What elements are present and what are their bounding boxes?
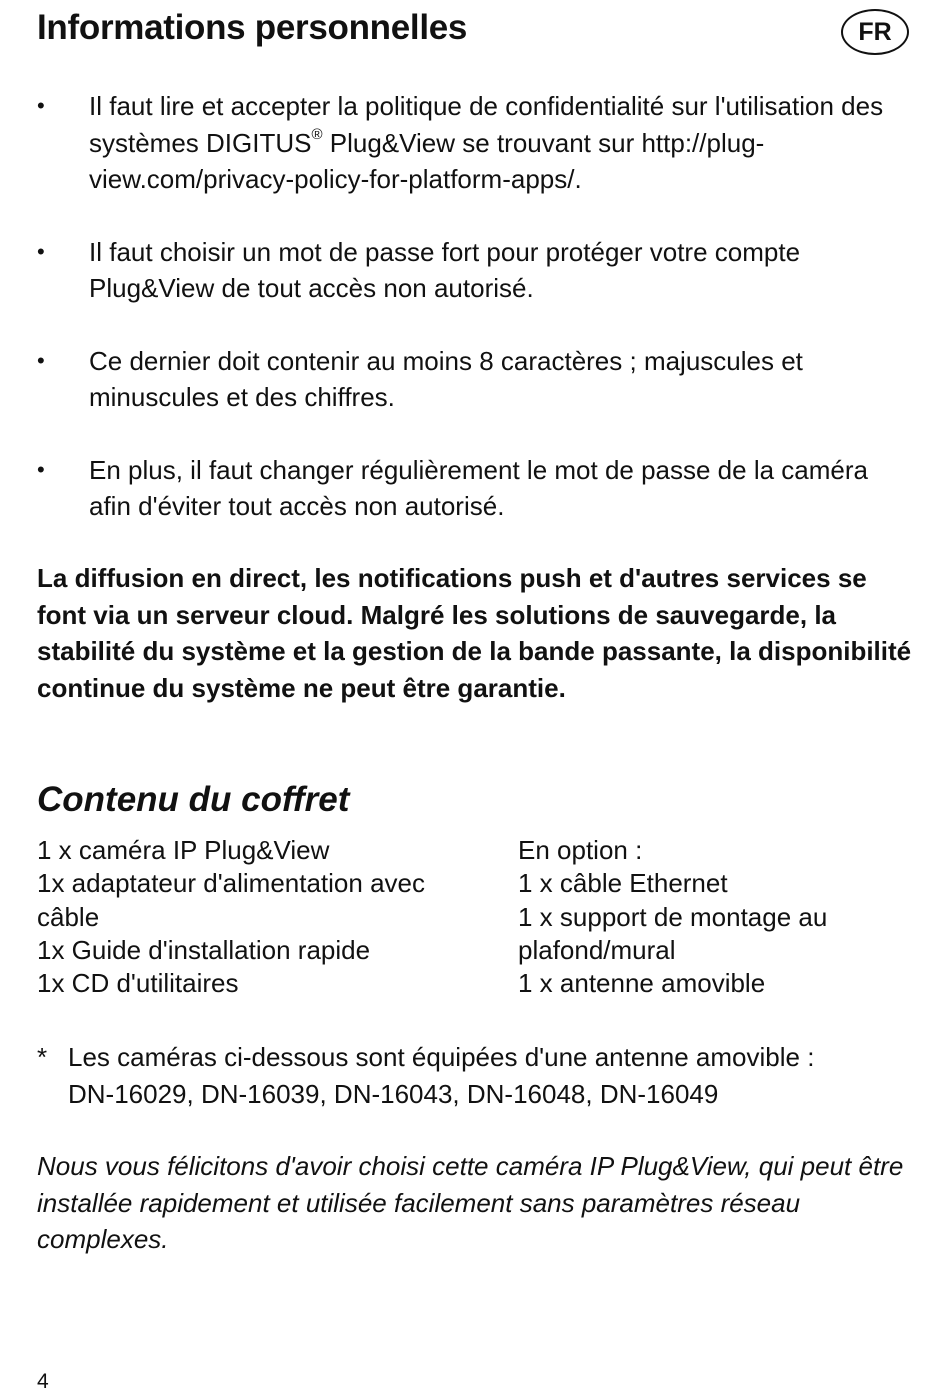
included-item: 1x adaptateur d'alimentation avec — [37, 868, 425, 899]
bullet-icon: • — [37, 93, 45, 118]
bullet-item — [37, 234, 917, 307]
bullet-text: Il faut choisir un mot de passe fort pour protéger votre compte Plug&View de tout accès non autorisé. — [89, 236, 801, 303]
bullet-text-start: Il faut lire et accepter la politique de confidentialité sur l'utilisation des systèmes DIGITUS — [89, 91, 884, 158]
footnote-models: DN-16029, DN-16039, DN-16043, DN-16048, DN-16049 — [68, 1078, 719, 1109]
page-number: 4 — [37, 1370, 49, 1393]
intro-paragraph: Nous vous félicitons d'avoir choisi cette caméra IP Plug&View, qui peut être installée rapidement et utilisée facilement sans paramètres réseau complexes. — [37, 1151, 904, 1254]
included-item: 1x Guide d'installation rapide — [37, 934, 371, 965]
bullet-item — [37, 452, 917, 525]
included-item: 1 x caméra IP Plug&View — [37, 835, 330, 865]
footnote-line: Les caméras ci-dessous sont équipées d'une antenne amovible : — [68, 1042, 815, 1072]
optional-items-label: En option : — [518, 835, 643, 865]
optional-item: 1 x câble Ethernet — [518, 868, 728, 899]
bullet-item — [37, 343, 917, 416]
bullet-text-end: Plug&View se trouvant sur http://plug-view.com/privacy-policy-for-platform-apps/. — [89, 127, 765, 194]
language-badge: FR — [841, 9, 909, 55]
cloud-service-notice: La diffusion en direct, les notifications push et d'autres services se font via un serveur cloud. Malgré les solutions de sauvegarde, la stabilité du système et la gestion de la bande passante, la disponibilité continue du système ne peut être garantie. — [37, 563, 912, 703]
footnote-marker: * — [37, 1042, 48, 1072]
bullet-text: Ce dernier doit contenir au moins 8 caractères ; majuscules et minuscules et des chiffres. — [89, 345, 803, 412]
registered-mark: ® — [311, 125, 323, 143]
included-item: 1x CD d'utilitaires — [37, 968, 239, 999]
included-items-list — [37, 834, 487, 1000]
bullet-icon: • — [37, 347, 45, 373]
privacy-bullet-list — [37, 88, 917, 561]
optional-item: 1 x support de montage au — [518, 901, 828, 932]
bullet-icon: • — [37, 456, 45, 482]
optional-item: plafond/mural — [518, 934, 676, 965]
antenna-footnote — [37, 1039, 927, 1112]
included-item: câble — [37, 901, 100, 932]
bullet-icon: • — [37, 238, 45, 264]
package-contents-heading: Contenu du coffret — [37, 780, 350, 819]
bullet-item — [37, 88, 917, 198]
bullet-text: En plus, il faut changer régulièrement le mot de passe de la caméra afin d'éviter tout accès non autorisé. — [89, 454, 868, 521]
optional-items-list — [518, 834, 908, 1000]
optional-item: 1 x antenne amovible — [518, 968, 766, 999]
page-title: Informations personnelles — [37, 8, 468, 47]
